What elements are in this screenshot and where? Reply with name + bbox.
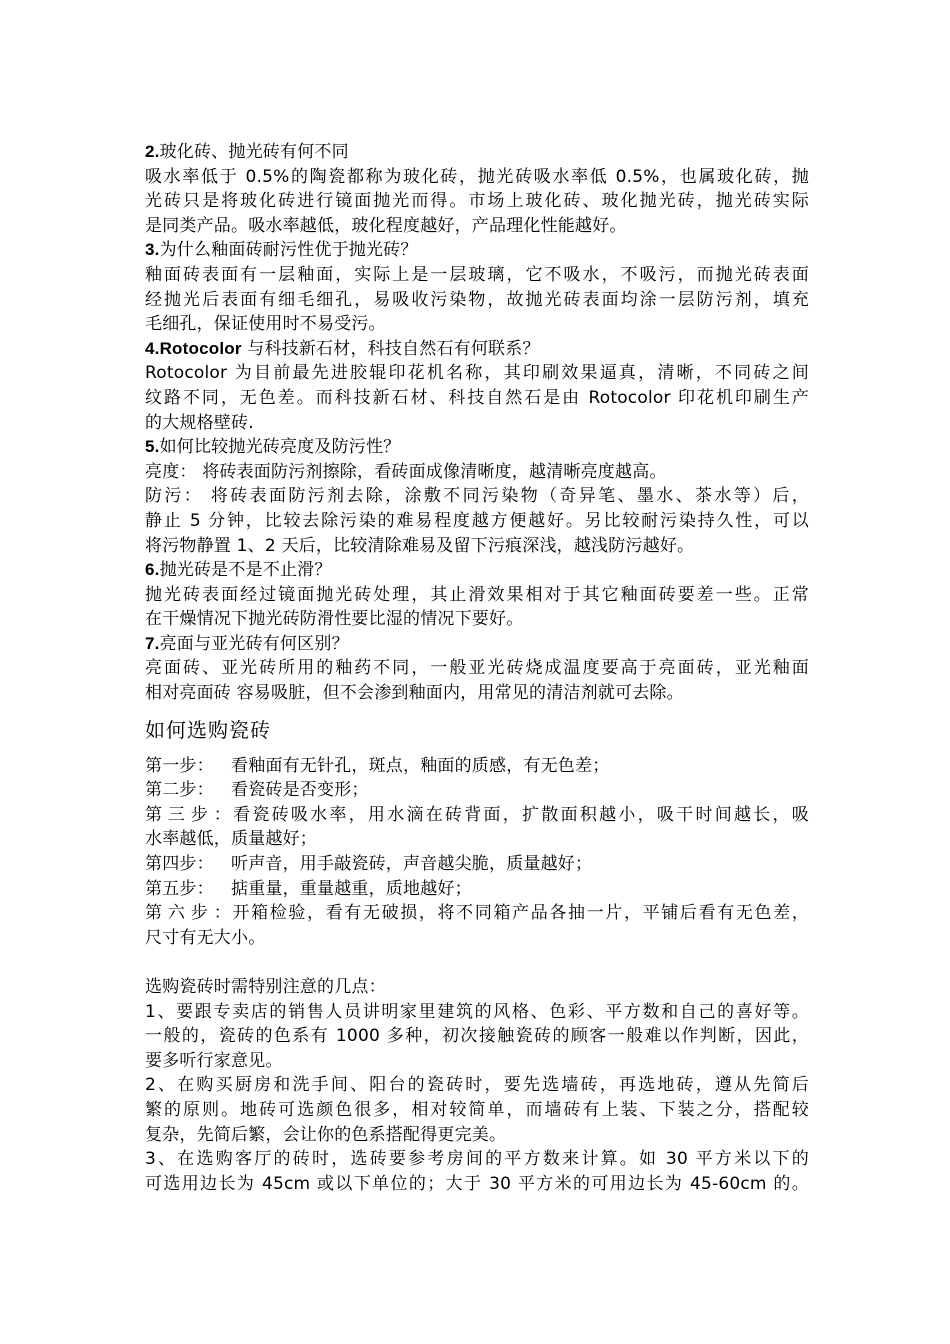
- blank-line: [145, 950, 809, 975]
- note-line: 繁的原则。地砖可选颜色很多，相对较简单，而墙砖有上装、下装之分，搭配较: [145, 1099, 809, 1120]
- faq-answer-line: 亮度： 将砖表面防污剂擦除，看砖面成像清晰度，越清晰亮度越高。: [145, 461, 667, 482]
- faq-answer-line: 是同类产品。吸水率越低，玻化程度越好，产品理化性能越好。: [145, 215, 627, 236]
- faq-answer-line: 亮面砖、亚光砖所用的釉药不同，一般亚光砖烧成温度要高于亮面砖，亚光釉面: [145, 658, 809, 679]
- step-line: 第一步： 看釉面有无针孔，斑点，釉面的质感，有无色差；: [145, 754, 809, 779]
- faq-answer-line: 釉面砖表面有一层釉面，实际上是一层玻璃，它不吸水，不吸污，而抛光砖表面: [145, 264, 809, 285]
- faq-answer-line: 纹路不同，无色差。而科技新石材、科技自然石是由 Rotocolor 印花机印刷生产: [145, 387, 809, 408]
- document-page: [145, 140, 809, 1196]
- faq-answer-line: 将污物静置 1、2 天后，比较清除难易及留下污痕深浅，越浅防污越好。: [145, 535, 695, 556]
- note-line: 可选用边长为 45cm 或以下单位的；大于 30 平方米的可用边长为 45-60cm 的。: [145, 1173, 809, 1194]
- step-line-continued: 尺寸有无大小。: [145, 927, 266, 948]
- faq-answer-line: 经抛光后表面有细毛细孔，易吸收污染物，故抛光砖表面均涂一层防污剂，填充: [145, 289, 809, 310]
- faq-answer-line: 在干燥情况下抛光砖防滑性要比湿的情况下要好。: [145, 609, 524, 630]
- step-line: 第四步： 听声音，用手敲瓷砖，声音越尖脆，质量越好；: [145, 852, 809, 877]
- faq-question: 7.亮面与亚光砖有何区别？: [145, 633, 349, 654]
- note-line: 复杂，先简后繁，会让你的色系搭配得更完美。: [145, 1124, 507, 1145]
- faq-answer-line: 吸水率低于 0.5%的陶瓷都称为玻化砖，抛光砖吸水率低 0.5%，也属玻化砖，抛: [145, 166, 809, 187]
- faq-question: 5.如何比较抛光砖亮度及防污性？: [145, 437, 401, 458]
- step-label: 第三步：: [145, 804, 231, 825]
- faq-answer-line: 防污： 将砖表面防污剂去除，涂敷不同污染物（奇异笔、墨水、茶水等）后，: [145, 486, 809, 507]
- faq-question: 4.Rotocolor 与科技新石材，科技自然石有何联系？: [145, 338, 540, 359]
- faq-answer-line: 相对亮面砖 容易吸脏，但不会渗到釉面内，用常见的清洁剂就可去除。: [145, 683, 684, 704]
- faq-answer-line: 光砖只是将玻化砖进行镜面抛光而得。市场上玻化砖、玻化抛光砖，抛光砖实际: [145, 191, 809, 212]
- step-line-continued: 水率越低，质量越好；: [145, 829, 317, 850]
- note-line: 1、要跟专卖店的销售人员讲明家里建筑的风格、色彩、平方数和自己的喜好等。: [145, 1001, 809, 1022]
- faq-answer-line: 抛光砖表面经过镜面抛光砖处理，其止滑效果相对于其它釉面砖要差一些。正常: [145, 584, 809, 605]
- faq-question: 6.抛光砖是不是不止滑？: [145, 560, 332, 581]
- faq-question: 2.玻化砖、抛光砖有何不同: [145, 142, 349, 162]
- step-label: 第四步：: [145, 854, 214, 875]
- faq-answer-line: 的大规格壁砖.: [145, 412, 254, 433]
- step-label: 第六步：: [145, 903, 231, 924]
- step-label: 第二步：: [145, 780, 214, 801]
- note-line: 3、在选购客厅的砖时，选砖要参考房间的平方数来计算。如 30 平方米以下的: [145, 1149, 809, 1170]
- note-line: 一般的，瓷砖的色系有 1000 多种，初次接触瓷砖的顾客一般难以作判断，因此，: [145, 1026, 809, 1047]
- notes-title: 选购瓷砖时需特别注意的几点：: [145, 977, 386, 997]
- step-line: 第二步： 看瓷砖是否变形；: [145, 778, 809, 803]
- faq-answer-line: 静止 5 分钟，比较去除污染的难易程度越方便越好。另比较耐污染持久性，可以: [145, 510, 809, 531]
- note-line: 要多听行家意见。: [145, 1050, 283, 1071]
- faq-answer-line: 毛细孔，保证使用时不易受污。: [145, 314, 386, 335]
- step-label: 第一步：: [145, 755, 214, 776]
- faq-question: 3.为什么釉面砖耐污性优于抛光砖？: [145, 240, 418, 261]
- note-line: 2、在购买厨房和洗手间、阳台的瓷砖时，要先选墙砖，再选地砖，遵从先简后: [145, 1075, 809, 1096]
- step-line: 第三步：看瓷砖吸水率，用水滴在砖背面，扩散面积越小，吸干时间越长，吸: [145, 803, 809, 828]
- step-line: 第五步： 掂重量，重量越重，质地越好；: [145, 877, 809, 902]
- step-line: 第六步：开箱检验，看有无破损，将不同箱产品各抽一片，平铺后看有无色差，: [145, 901, 809, 926]
- faq-answer-line: Rotocolor 为目前最先进胶辊印花机名称，其印刷效果逼真，清晰，不同砖之间: [145, 363, 809, 384]
- step-label: 第五步：: [145, 878, 214, 899]
- section-heading: 如何选购瓷砖: [145, 717, 271, 742]
